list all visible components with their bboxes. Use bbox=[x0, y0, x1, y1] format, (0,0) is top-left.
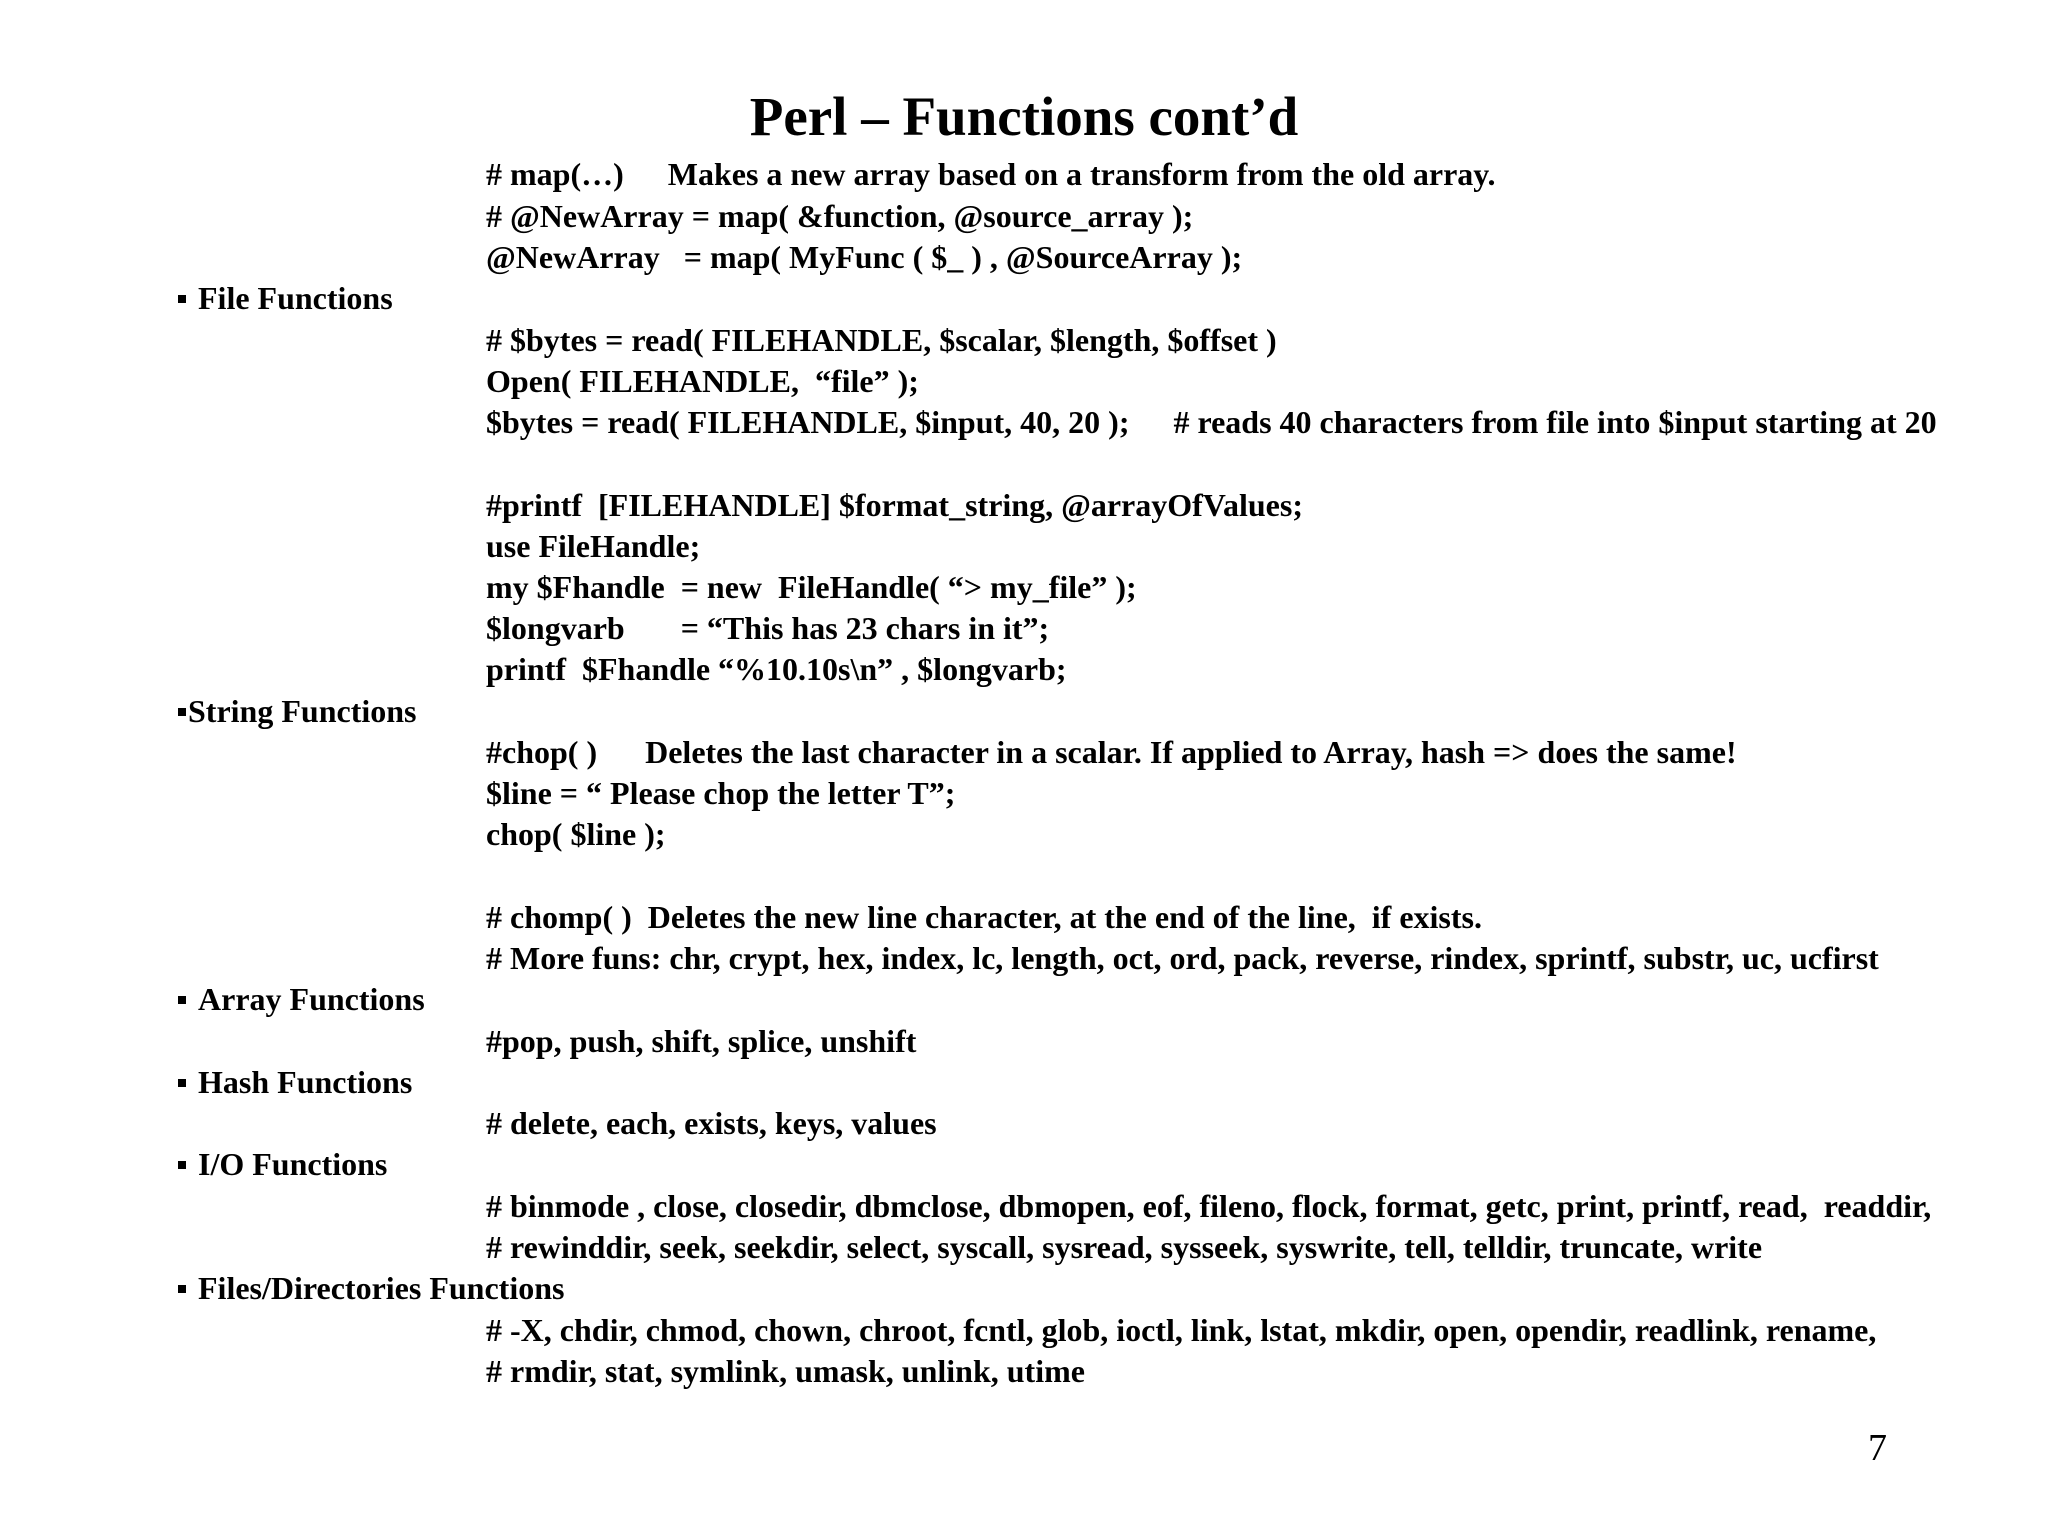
bullet-icon bbox=[178, 1285, 186, 1293]
io-funs-line-2: # rewinddir, seek, seekdir, select, syscall, sysread, sysseek, syswrite, tell, telldir, truncate, write bbox=[486, 1229, 1763, 1265]
section-label: File Functions bbox=[198, 280, 393, 316]
chop-call-line: chop( $line ); bbox=[486, 816, 666, 852]
printf-syntax-line: #printf [FILEHANDLE] $format_string, @arrayOfValues; bbox=[486, 487, 1303, 523]
map-description: Makes a new array based on a transform from the old array. bbox=[667, 156, 1496, 192]
use-filehandle-line: use FileHandle; bbox=[486, 528, 701, 564]
page-number: 7 bbox=[1868, 1427, 1887, 1469]
line-assign-line: $line = “ Please chop the letter T”; bbox=[486, 775, 956, 811]
my-fhandle-line: my $Fhandle = new FileHandle( “> my_file” ); bbox=[486, 569, 1137, 605]
slide-title: Perl – Functions cont’d bbox=[749, 86, 1299, 147]
read-call: $bytes = read( FILEHANDLE, $input, 40, 20 ); bbox=[486, 404, 1130, 440]
section-label: Files/Directories Functions bbox=[198, 1270, 565, 1306]
bullet-icon bbox=[178, 996, 186, 1004]
more-funs-line: # More funs: chr, crypt, hex, index, lc, length, oct, ord, pack, reverse, rindex, sprintf, substr, uc, ucfirst bbox=[486, 940, 1879, 976]
section-string-functions bbox=[178, 691, 416, 731]
longvarb-line: $longvarb = “This has 23 chars in it”; bbox=[486, 610, 1050, 646]
open-call-line: Open( FILEHANDLE, “file” ); bbox=[486, 363, 919, 399]
bullet-icon bbox=[178, 708, 186, 716]
bullet-icon bbox=[178, 1161, 186, 1169]
section-io-functions bbox=[178, 1144, 387, 1184]
section-file-functions bbox=[178, 278, 393, 318]
chop-description: Deletes the last character in a scalar. If applied to Array, hash => does the same! bbox=[645, 734, 1737, 770]
io-funs-line-1: # binmode , close, closedir, dbmclose, dbmopen, eof, fileno, flock, format, getc, print, printf, read, readdir, bbox=[486, 1188, 1932, 1224]
read-comment: # reads 40 characters from file into $input starting at 20 bbox=[1173, 404, 1937, 440]
chomp-comment-line: # chomp( ) Deletes the new line character, at the end of the line, if exists. bbox=[486, 899, 1482, 935]
section-label: Array Functions bbox=[198, 981, 425, 1017]
map-comment: # map(…) bbox=[486, 156, 624, 192]
chop-comment-line bbox=[486, 732, 1737, 772]
hash-funs-line: # delete, each, exists, keys, values bbox=[486, 1105, 937, 1141]
map-example-line: @NewArray = map( MyFunc ( $_ ) , @SourceArray ); bbox=[486, 239, 1243, 275]
bullet-icon bbox=[178, 295, 186, 303]
bullet-icon bbox=[178, 1079, 186, 1087]
read-call-line bbox=[486, 402, 1937, 442]
section-files-directories-functions bbox=[178, 1268, 564, 1308]
fd-funs-line-2: # rmdir, stat, symlink, umask, unlink, utime bbox=[486, 1353, 1085, 1389]
chop-comment: #chop( ) bbox=[486, 734, 598, 770]
printf-call-line: printf $Fhandle “%10.10s\n” , $longvarb; bbox=[486, 651, 1067, 687]
section-label: I/O Functions bbox=[198, 1146, 388, 1182]
section-array-functions bbox=[178, 979, 425, 1019]
read-syntax-line: # $bytes = read( FILEHANDLE, $scalar, $length, $offset ) bbox=[486, 322, 1277, 358]
array-funs-line: #pop, push, shift, splice, unshift bbox=[486, 1023, 917, 1059]
section-label: Hash Functions bbox=[198, 1064, 413, 1100]
section-hash-functions bbox=[178, 1062, 412, 1102]
fd-funs-line-1: # -X, chdir, chmod, chown, chroot, fcntl, glob, ioctl, link, lstat, mkdir, open, opendir, readlink, rename, bbox=[486, 1312, 1877, 1348]
section-label: String Functions bbox=[188, 693, 417, 729]
map-syntax-line: # @NewArray = map( &function, @source_array ); bbox=[486, 198, 1194, 234]
map-comment-line bbox=[486, 154, 1496, 194]
